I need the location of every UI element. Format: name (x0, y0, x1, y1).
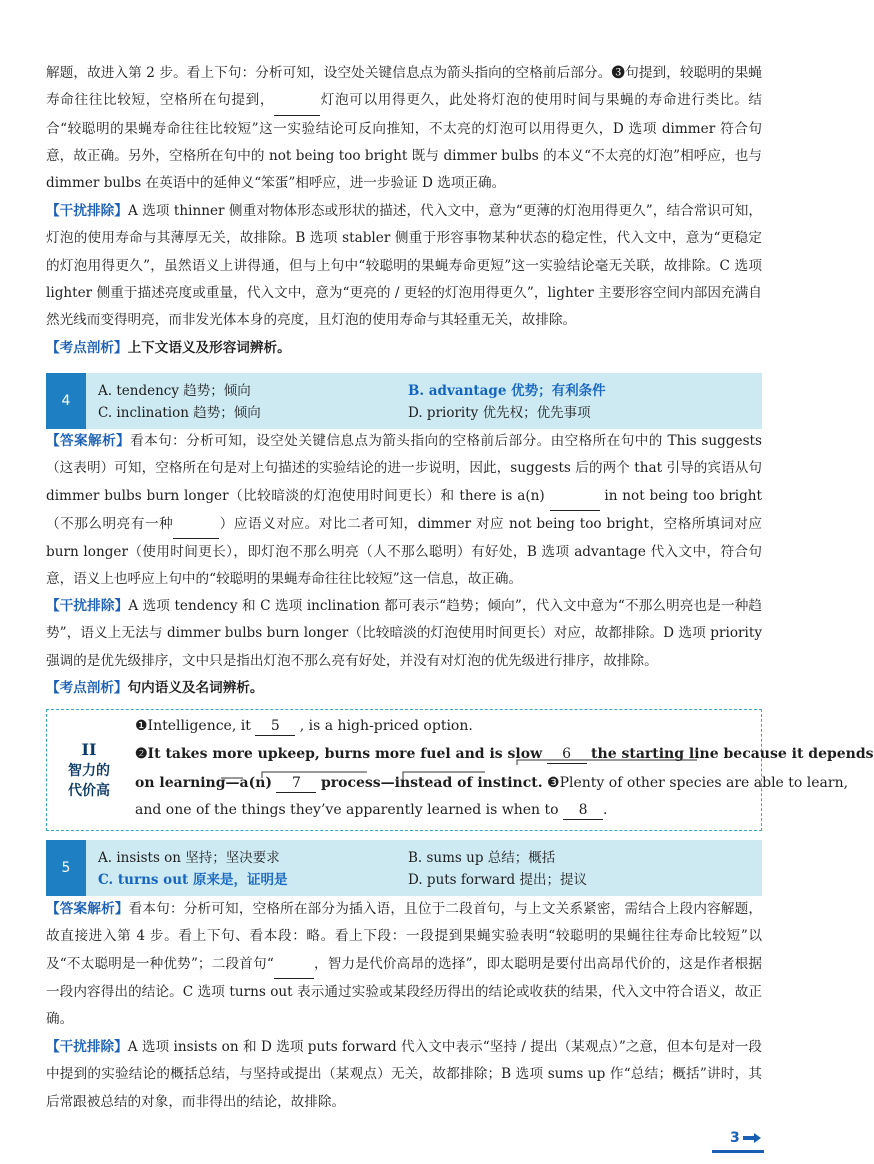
analysis-text-2: 灯泡可以用得更久，此处将灯泡的使用时间与果蝇的寿命进行类比。结合“较聪明的果蝇寿命往往比较短”这一实验结论可反向推知，不太亮的灯泡可以用得更久，D 选项 dimmer 符合句意，故正确。另外，空格所在句中的 not being too bright 既与 dimmer bulbs 的本义“不太亮的灯泡”相呼应，也与 dimmer bulbs 在英语中的延伸义“笨蛋”相呼应，进一步验证 D 选项正确。 (46, 92, 763, 192)
paragraph-distractor-4 (46, 593, 762, 675)
section-title-line-2: 代价高 (68, 782, 110, 799)
answer-blank (274, 951, 314, 979)
passage-text: . (603, 802, 608, 818)
answer-blank (550, 483, 600, 511)
option-c-correct: C. turns out 原来是，证明是 (98, 872, 288, 888)
option-b-correct: B. advantage 优势；有利条件 (408, 383, 606, 399)
option-b: B. sums up 总结；概括 (408, 850, 556, 866)
arrow-annotations (47, 710, 760, 829)
paragraph-analysis-3 (46, 60, 762, 197)
section-roman-numeral: II (81, 739, 97, 759)
question-4-options (46, 373, 762, 429)
option-a: A. insists on 坚持；坚决要求 (98, 850, 280, 866)
blank-8: 8 (563, 802, 603, 820)
paragraph-distractor-5 (46, 1034, 762, 1116)
blank-7: 7 (276, 775, 316, 793)
passage-text: ❶Intelligence, it (135, 718, 251, 734)
blank-5: 5 (255, 718, 295, 736)
answer-blank (173, 511, 219, 539)
arrow-line (262, 772, 367, 778)
passage-text: ❷It takes more upkeep, burns more fuel and is slow (135, 746, 543, 762)
option-d: D. puts forward 提出；提议 (408, 872, 587, 888)
answer-tag: 【答案解析】 (46, 901, 129, 917)
passage-text: the starting line because it depends (591, 746, 874, 762)
distractor-tag: 【干扰排除】 (46, 598, 129, 614)
paragraph-distractor-3 (46, 198, 762, 334)
paragraph-keypoint-4 (46, 675, 762, 702)
passage-text: , is a high-priced option. (299, 718, 473, 734)
arrow-line (403, 772, 485, 780)
distractor-tag: 【干扰排除】 (46, 203, 128, 219)
answer-text-2: ，智力是代价高昂的选择”，即太聪明是要付出高昂代价的，这是作者根据一段内容得出的结论。C 选项 turns out 表示通过实验或某段经历得出的结论或收获的结果，代入文中符合语义，故正确。 (46, 955, 762, 1028)
arrow-line (517, 760, 697, 765)
passage-text: process—instead of instinct. (320, 775, 543, 791)
paragraph-keypoint-3 (46, 335, 762, 362)
distractor-text: A 选项 thinner 侧重对物体形态或形状的描述，代入文中，意为“更薄的灯泡用得更久”，结合常识可知，灯泡的使用寿命与其薄厚无关，故排除。B 选项 stabler 侧重于形容事物某种状态的稳定性，代入文中，意为“更稳定的灯泡用得更久”，虽然语义上讲得通，但与上句中“较聪明的果蝇寿命更短”这一实验结论毫无关联，故排除。C 选项 lighter 侧重于描述亮度或重量，代入文中，意为“更亮的 / 更轻的灯泡用得更久”，lighter 主要形容空间内部因充满自然光线而变得明亮，而非发光体本身的亮度，且灯泡的使用寿命与其轻重无关，故排除。 (46, 203, 763, 329)
question-5-options (46, 840, 762, 896)
blank-6: 6 (547, 746, 587, 764)
answer-text-1: 看本句：分析可知，设空处关键信息点为箭头指向的空格前后部分。由空格所在句中的 This suggests（这表明）可知，空格所在句是对上句描述的实验结论的进一步说明，因此，suggests 后的两个 that 引导的宾语从句 dimmer bulbs burn longer（比较暗淡的灯泡使用时间更长）和 there is a(n) (46, 433, 762, 504)
distractor-text: A 选项 insists on 和 D 选项 puts forward 代入文中表示“坚持 / 提出（某观点）”之意，但本句是对一段中提到的实验结论的概括总结，与坚持或提出（某观点）无关，故都排除；B 选项 sums up 作“总结；概括”讲时，其后常跟被总结的对象，而非得出的结论，故排除。 (46, 1039, 762, 1110)
question-number-5: 5 (46, 840, 86, 896)
option-c: C. inclination 趋势；倾向 (98, 405, 261, 421)
distractor-tag: 【干扰排除】 (46, 1039, 128, 1055)
page-underline (712, 1150, 764, 1154)
paragraph-answer-4 (46, 428, 762, 594)
distractor-text: A 选项 tendency 和 C 选项 inclination 都可表示“趋势；倾向”，代入文中意为“不那么明亮也是一种趋势”，语义上无法与 dimmer bulbs burn longer（比较暗淡的灯泡使用时间更长）对应，故都排除。D 选项 priority 强调的是优先级排序，文中只是指出灯泡不那么亮有好处，并没有对灯泡的优先级进行排序，故排除。 (46, 598, 763, 669)
keypoint-text: 句内语义及名词辨析。 (127, 680, 264, 696)
option-a: A. tendency 趋势；倾向 (98, 383, 251, 399)
page-number: 3 (730, 1130, 740, 1146)
answer-tag: 【答案解析】 (46, 433, 131, 449)
answer-text-3: ）应语义对应。对比二者可知，dimmer 对应 not being too bright，空格所填词对应 burn longer（使用时间更长），即灯泡不那么明亮（人不那么聪明）有好处，B 选项 advantage 代入文中，符合句意，语义上也呼应上句中的“较聪明的果蝇寿命往往比较短”这一信息，故正确。 (46, 515, 762, 588)
section-title-line-1: 智力的 (68, 762, 110, 779)
question-number-4: 4 (46, 373, 86, 429)
page-arrow-icon (743, 1133, 761, 1143)
analysis-text-1: 解题，故进入第 2 步。看上下句：分析可知，设空处关键信息点为箭头指向的空格前后部分。❸句提到，较聪明的果蝇寿命往往比较短，空格所在句提到， (46, 65, 762, 109)
answer-text-1: 看本句：分析可知，空格所在部分为插入语，且位于二段首句，与上文关系紧密，需结合上段内容解题，故直接进入第 4 步。看上下句、看本段：略。看上下段：一段提到果蝇实验表明“较聪明的果蝇往往寿命比较短”以及“不太聪明是一种优势”；二段首句“ (46, 901, 763, 972)
passage-text: and one of the things they’ve apparently learned is when to (135, 802, 559, 818)
passage-text: on learning—a(n) (135, 775, 273, 791)
keypoint-tag: 【考点剖析】 (46, 340, 128, 356)
answer-text-2: in not being too bright（不那么明亮有一种 (46, 487, 762, 532)
passage-text: ❸Plenty of other species are able to learn, (547, 775, 849, 791)
section-2-passage (46, 709, 874, 831)
paragraph-answer-5 (46, 896, 762, 1033)
keypoint-tag: 【考点剖析】 (46, 680, 128, 696)
answer-blank (274, 87, 320, 115)
option-d: D. priority 优先权；优先事项 (408, 405, 591, 421)
keypoint-text: 上下文语义及形容词辨析。 (127, 340, 291, 356)
